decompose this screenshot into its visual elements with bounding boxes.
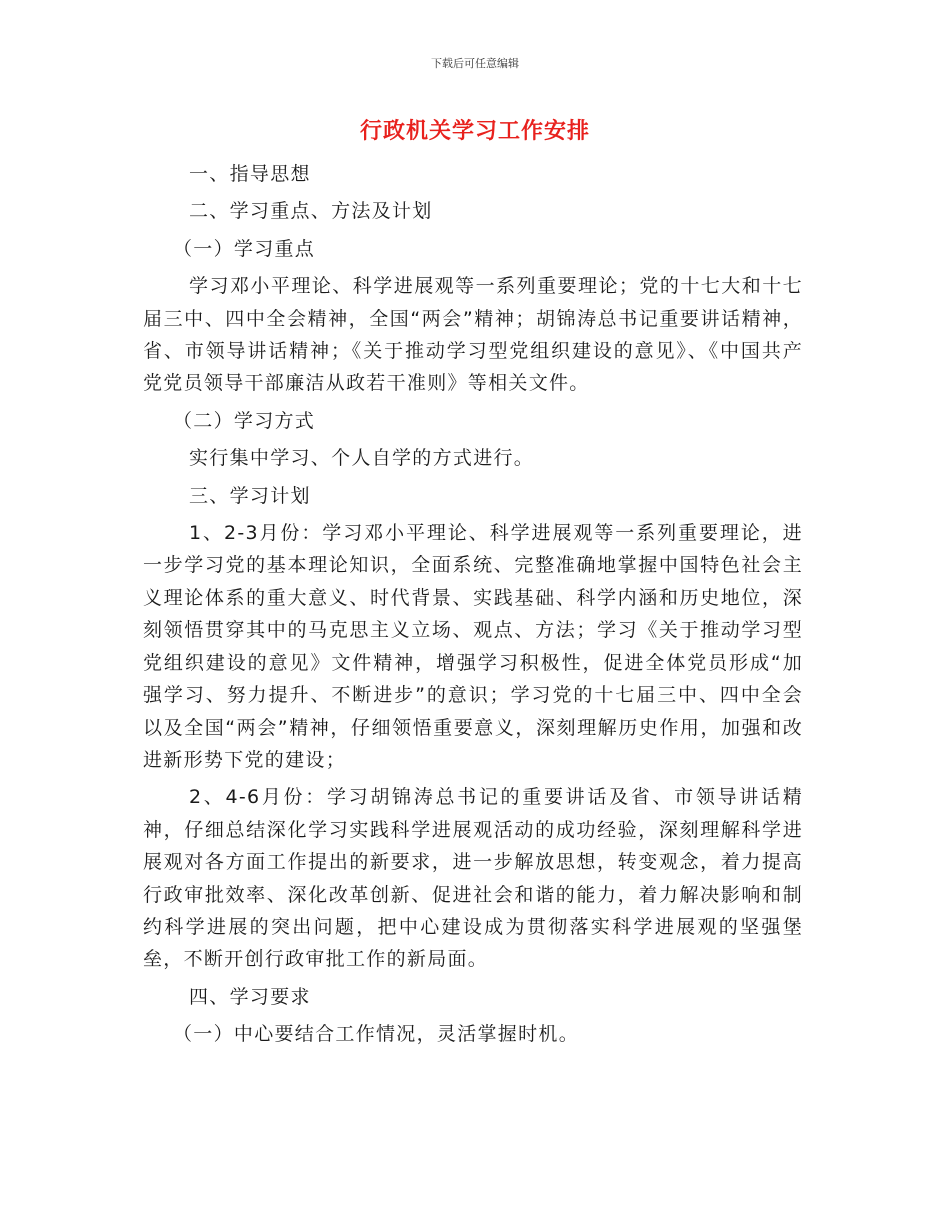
heading-study-plan: 三、学习计划 bbox=[189, 484, 311, 507]
paragraph-plan-item-1: 1、2-3月份：学习邓小平理论、科学进展观等一系列重要理论，进一步学习党的基本理论知识，全面系统、完整准确地掌握中国特色社会主义理论体系的重大意义、时代背景、实践基础、科学内涵和历史地位，深刻领悟贯穿其中的马克思主义立场、观点、方法；学习《关于推动学习型党组织建设的意见》文件精神，增强学习积极性，促进全体党员形成“加强学习、努力提升、不断进步”的意识；学习党的十七届三中、四中全会以及全国“两会”精神，仔细领悟重要意义，深刻理解历史作用，加强和改进新形势下党的建设； bbox=[143, 522, 803, 771]
subheading-study-method: （二）学习方式 bbox=[173, 409, 316, 432]
heading-focus-methods-plan: 二、学习重点、方法及计划 bbox=[189, 200, 433, 223]
paragraph-study-method: 实行集中学习、个人自学的方式进行。 bbox=[189, 447, 535, 470]
document-title: 行政机关学习工作安排 bbox=[359, 119, 590, 144]
subheading-study-focus: （一）学习重点 bbox=[173, 237, 316, 260]
subheading-requirement-1: （一）中心要结合工作情况，灵活掌握时机。 bbox=[173, 1023, 580, 1046]
heading-study-requirements: 四、学习要求 bbox=[189, 985, 311, 1008]
document-body bbox=[143, 158, 803, 1056]
paragraph-study-focus: 学习邓小平理论、科学进展观等一系列重要理论；党的十七大和十七届三中、四中全会精神，全国“两会”精神；胡锦涛总书记重要讲话精神，省、市领导讲话精神；《关于推动学习型党组织建设的意见》、《中国共产党党员领导干部廉洁从政若干准则》等相关文件。 bbox=[143, 275, 803, 395]
paragraph-plan-item-2: 2、4-6月份：学习胡锦涛总书记的重要讲话及省、市领导讲话精神，仔细总结深化学习实践科学进展观活动的成功经验，深刻理解科学进展观对各方面工作提出的新要求，进一步解放思想，转变观念，着力提高行政审批效率、深化改革创新、促进社会和谐的能力，着力解决影响和制约科学进展的突出问题，把中心建设成为贯彻落实科学进展观的坚强堡垒，不断开创行政审批工作的新局面。 bbox=[143, 786, 803, 971]
heading-guiding-ideology: 一、指导思想 bbox=[189, 163, 311, 185]
header-note: 下载后可任意编辑 bbox=[431, 57, 519, 70]
